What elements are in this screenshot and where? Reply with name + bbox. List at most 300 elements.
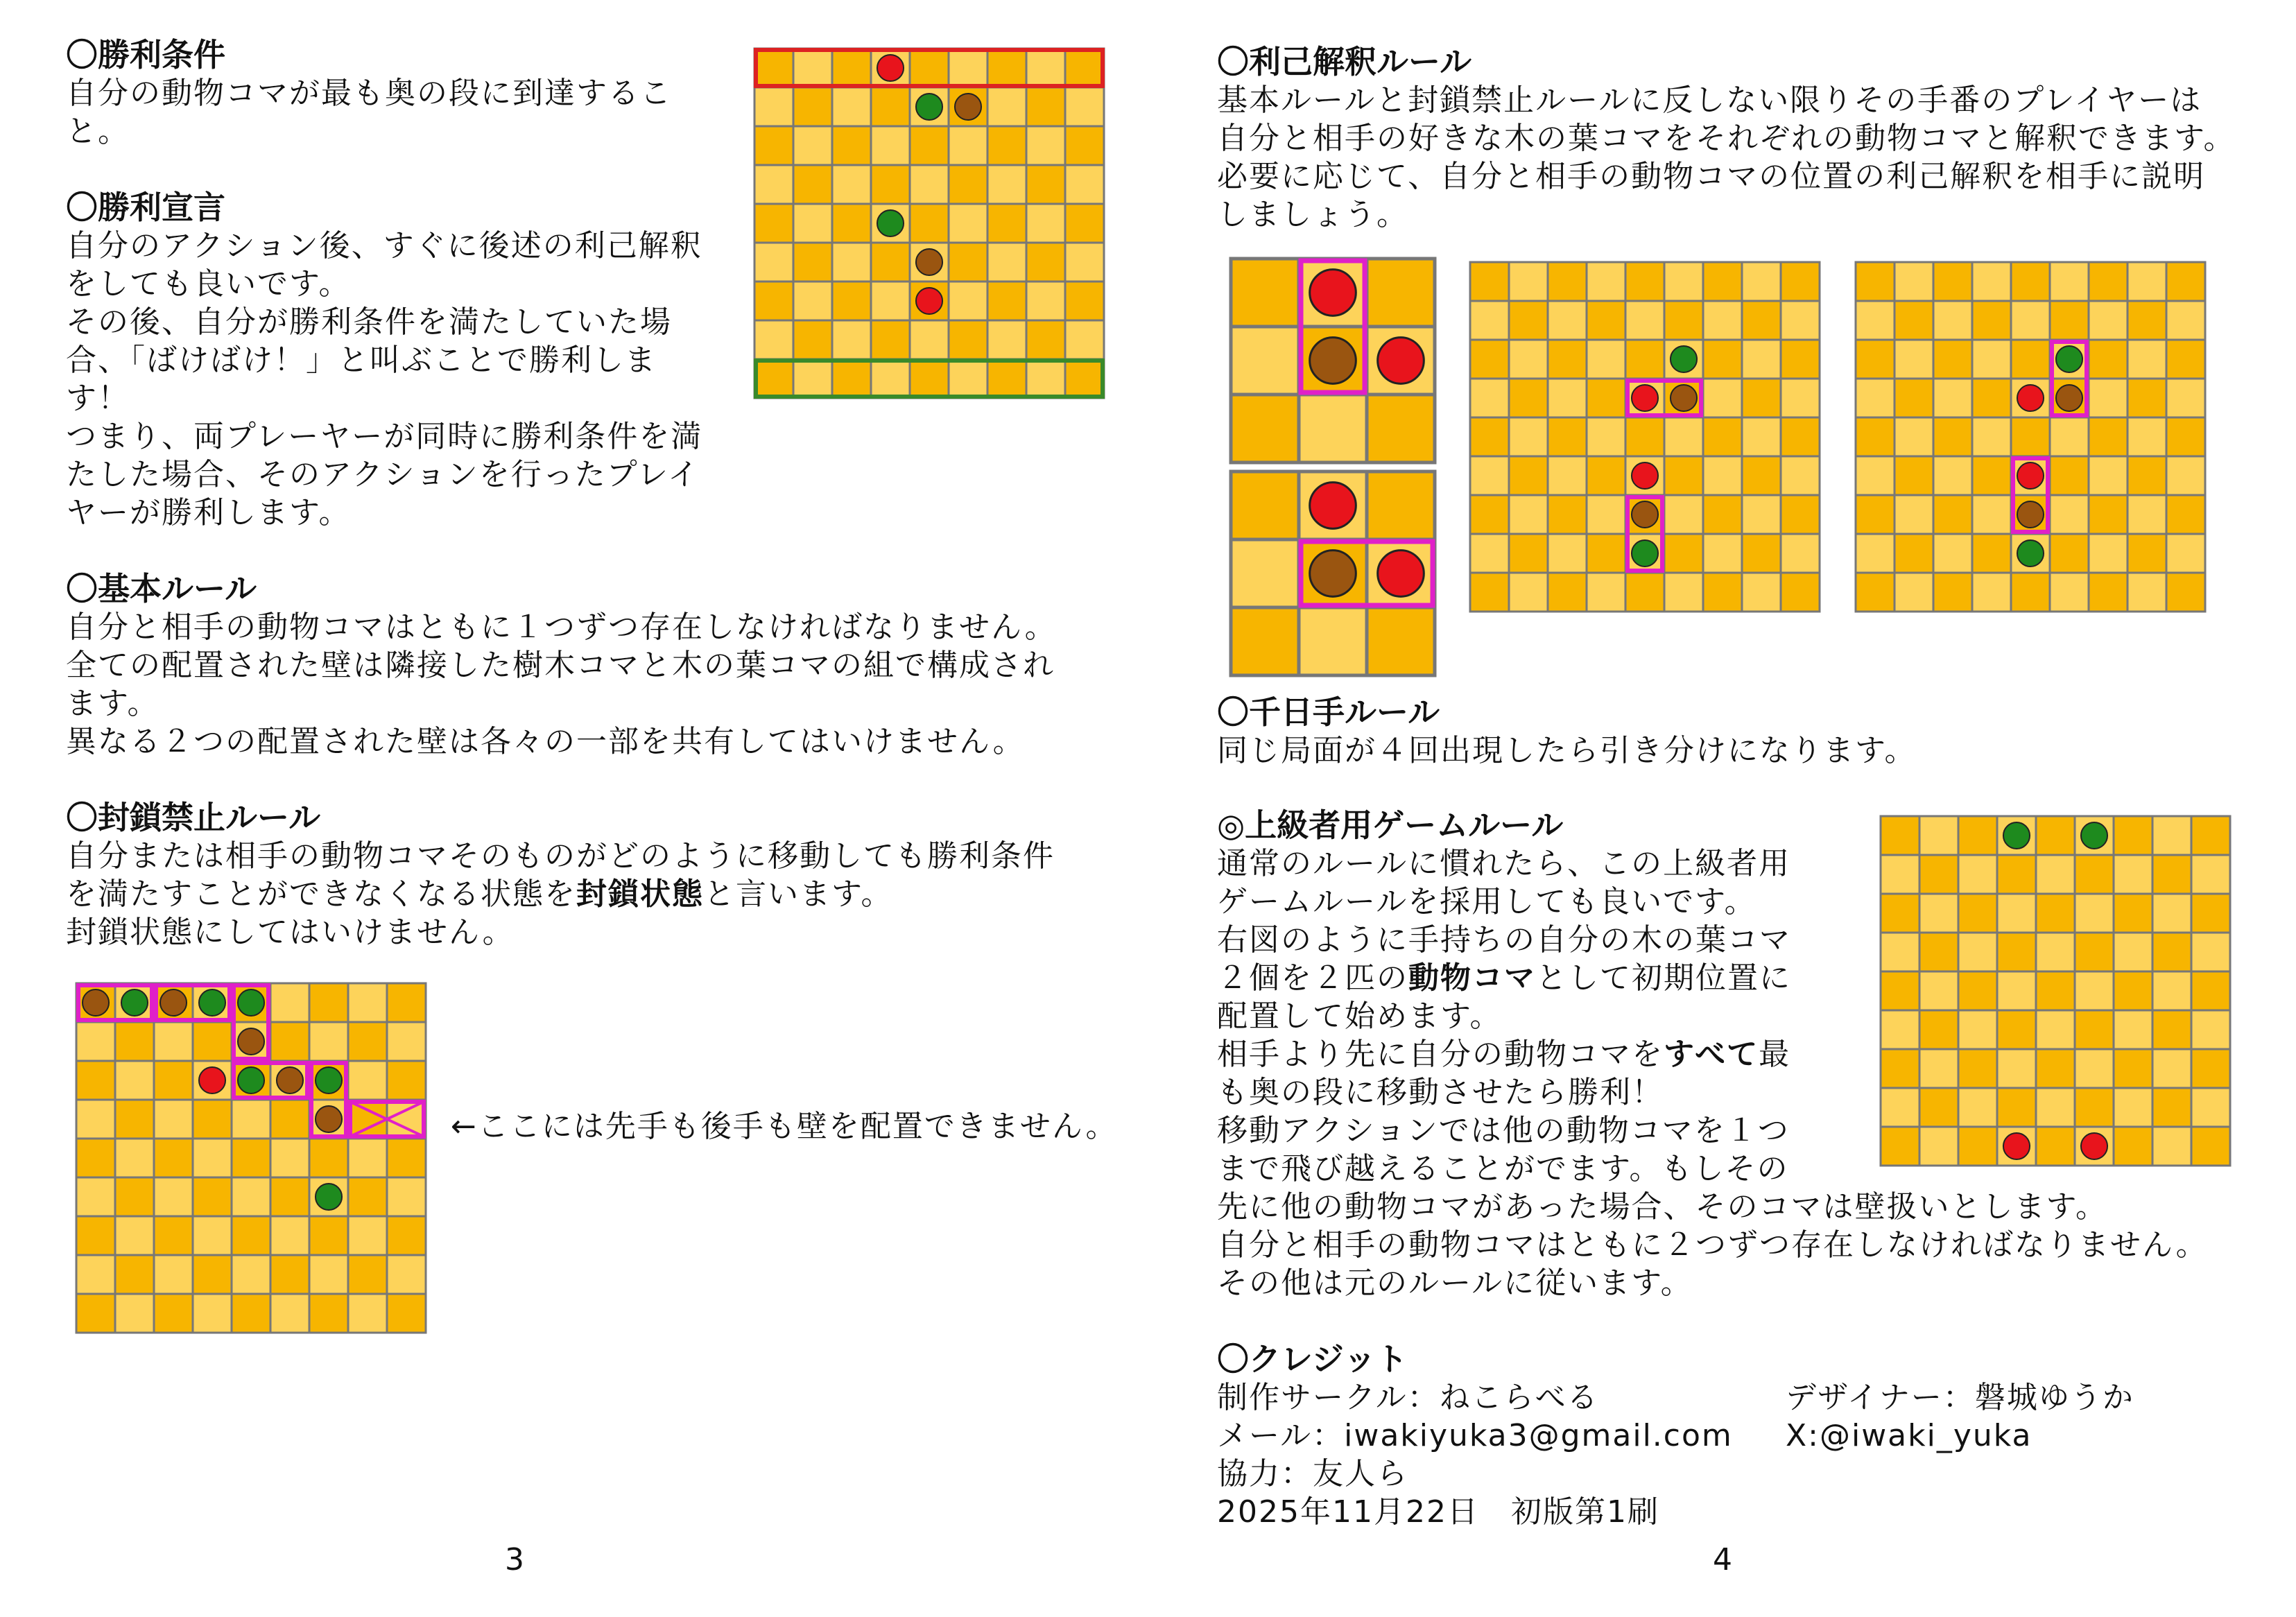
board-cell [987,320,1026,359]
board-cell [76,1177,115,1216]
board-cell [832,165,871,204]
board-cell [1625,262,1664,301]
board-cell [1470,340,1509,379]
board-cell [754,87,793,126]
board-cell [348,1061,387,1100]
victory-heading: 〇勝利条件 [66,36,225,74]
board-cell [348,1100,387,1139]
advanced-line-2: ゲームルールを採用しても良いです。 [1217,884,1756,919]
board-cell [387,1216,426,1255]
board-cell [754,243,793,282]
board-cell [1881,1088,1919,1127]
blockade-board [76,983,426,1333]
board-cell [1881,816,1919,855]
board-cell [987,165,1026,204]
board-cell [1703,301,1742,340]
board-cell [1881,1127,1919,1166]
board-cell [1742,262,1781,301]
board-cell [1470,456,1509,495]
board-cell [1881,1010,1919,1049]
board-cell [2127,534,2166,573]
board-cell [1919,894,1958,933]
selfish-heading: 〇利己解釈ルール [1217,43,1472,80]
board-cell [2089,262,2127,301]
board-cell [2114,1127,2152,1166]
board-cell [1065,165,1104,204]
board-cell [754,204,793,243]
green-piece [316,1184,342,1210]
advanced-line-3: 右図のように手持ちの自分の木の葉コマ [1217,922,1791,958]
board-cell [1958,1010,1997,1049]
board-cell [949,282,987,320]
declaration-line-3: その後、自分が勝利条件を満たしていた場 [66,304,672,340]
board-cell [2191,1127,2230,1166]
board-cell [1742,301,1781,340]
victory-section [66,36,672,150]
board-cell [1742,456,1781,495]
board-cell [949,165,987,204]
red-piece [1632,462,1658,489]
board-cell [1781,417,1820,456]
advanced-line-9: まで飛び越えることがでます。もしその [1217,1151,1789,1186]
board-cell [1742,379,1781,417]
selfish-board-2 [1856,262,2205,612]
board-cell [949,204,987,243]
board-cell [193,1139,232,1177]
board-cell [910,126,949,165]
board-cell [1625,301,1664,340]
board-cell [2191,1049,2230,1088]
board-cell [1972,379,2011,417]
board-cell [387,1061,426,1100]
board-cell [1997,1010,2036,1049]
board-cell [232,1294,270,1333]
board-cell [1997,855,2036,894]
board-cell [1587,495,1625,534]
board-cell [1065,359,1104,398]
board-cell [1933,301,1972,340]
board-cell [270,1022,309,1061]
green-piece [916,94,942,120]
board-cell [2166,379,2205,417]
all-term: すべて [1664,1037,1759,1072]
board-cell [2152,1088,2191,1127]
board-cell [754,49,793,87]
brown-piece [1310,338,1356,384]
board-cell [2011,417,2050,456]
board-cell [1509,456,1548,495]
board-cell [793,282,832,320]
board-cell [193,1294,232,1333]
board-cell [2191,855,2230,894]
board-cell [1958,971,1997,1010]
board-cell [1997,971,2036,1010]
board-cell [309,1139,348,1177]
basic-rules-heading: 〇基本ルール [66,570,257,607]
board-cell [1856,340,1894,379]
board-cell [2089,301,2127,340]
board-cell [1509,301,1548,340]
board-cell [232,1177,270,1216]
green-piece [1632,540,1658,567]
board-cell [270,1216,309,1255]
board-cell [1026,243,1065,282]
advanced-line-5: 配置して始めます。 [1217,998,1502,1034]
credits-x-account: X:@iwaki_yuka [1786,1418,2032,1453]
board-cell [2127,573,2166,612]
board-cell [1470,534,1509,573]
board-cell [2152,1127,2191,1166]
board-cell [309,1022,348,1061]
board-cell [193,1100,232,1139]
board-cell [2152,971,2191,1010]
board-cell [154,1216,193,1255]
board-cell [1509,262,1548,301]
board-cell [2152,933,2191,971]
board-cell [1703,495,1742,534]
board-cell [1972,495,2011,534]
board-cell [1856,573,1894,612]
red-piece [1310,270,1356,316]
board-cell [793,165,832,204]
board-cell [76,1139,115,1177]
board-cell [115,1061,154,1100]
board-cell [987,282,1026,320]
board-cell [1548,573,1587,612]
board-cell [387,1177,426,1216]
board-cell [2191,933,2230,971]
sennichite-heading: 〇千日手ルール [1217,693,1440,731]
board-cell [1703,262,1742,301]
board-cell [387,1022,426,1061]
red-piece [1632,385,1658,411]
advanced-line-6: 相手より先に自分の動物コマをすべて最 [1217,1037,1791,1072]
green-piece [2056,346,2082,372]
board-cell [2011,262,2050,301]
board-cell [2050,301,2089,340]
board-cell [1587,534,1625,573]
board-cell [793,126,832,165]
board-cell [1742,417,1781,456]
basic-rules-line-3: ます。 [66,686,159,721]
board-cell [2166,534,2205,573]
board-cell [1548,417,1587,456]
board-cell [309,983,348,1022]
board-cell [949,49,987,87]
board-cell [2166,301,2205,340]
blockade-section [66,799,1055,951]
board-cell [1470,417,1509,456]
board-cell [1997,933,2036,971]
board-cell [1958,1049,1997,1088]
board-cell [2166,456,2205,495]
board-cell [1933,495,1972,534]
board-cell [1856,262,1894,301]
brown-piece [83,989,109,1016]
green-piece [199,989,225,1016]
board-cells [1881,816,2230,1166]
board-cell [2166,495,2205,534]
board-cell [793,243,832,282]
board-cell [1231,395,1299,462]
board-cell [1587,456,1625,495]
blockade-line-1: 自分または相手の動物コマそのものがどのように移動しても勝利条件 [66,838,1055,874]
board-cell [1231,327,1299,395]
basic-rules-section [66,570,1057,761]
board-cell [309,1255,348,1294]
credits-date: 2025年11月22日 初版第1刷 [1217,1494,1659,1530]
brown-piece [1632,501,1658,528]
board-cell [2075,1049,2114,1088]
selfish-line-2: 自分と相手の好きな木の葉コマをそれぞれの動物コマと解釈できます。 [1217,121,2236,156]
board-cell [1703,573,1742,612]
board-cell [348,1177,387,1216]
board-cell [1894,262,1933,301]
board-cell [2089,495,2127,534]
board-cell [1703,340,1742,379]
board-cell [1367,472,1435,539]
brown-piece [238,1028,264,1055]
brown-piece [277,1067,303,1093]
board-cell [2114,1010,2152,1049]
board-cell [2166,340,2205,379]
board-cell [1856,456,1894,495]
green-piece [1671,346,1697,372]
board-cell [1026,282,1065,320]
board-cell [1958,855,1997,894]
board-cell [1026,165,1065,204]
advanced-line-1: 通常のルールに慣れたら、この上級者用 [1217,846,1791,881]
board-cell [1231,607,1299,675]
board-cell [793,320,832,359]
board-cell [2089,379,2127,417]
board-cell [2036,971,2075,1010]
selfish-section [1217,43,2235,234]
board-cell [1972,534,2011,573]
board-cell [76,1100,115,1139]
board-cell [1026,126,1065,165]
board-cell [1997,1088,2036,1127]
credits-mail: メール：iwakiyuka3@gmail.com [1217,1418,1733,1453]
advanced-line-8: 移動アクションでは他の動物コマを１つ [1217,1113,1790,1148]
board-cell [832,204,871,243]
board-cell [115,1255,154,1294]
board-cell [1065,126,1104,165]
board-cell [1548,262,1587,301]
board-cell [2127,340,2166,379]
board-cell [193,1255,232,1294]
red-piece [2017,385,2044,411]
green-piece [2003,822,2030,849]
board-cell [2114,933,2152,971]
board-cell [2036,933,2075,971]
board-cell [1881,933,1919,971]
board-cell [1781,534,1820,573]
brown-piece [160,989,187,1016]
board-cell [1587,573,1625,612]
blockade-arrow-note: ←ここには先手も後手も壁を配置できません。 [451,1109,1118,1144]
board-cell [154,1139,193,1177]
board-cell [2127,379,2166,417]
board-cell [154,1294,193,1333]
victory-board [754,49,1104,398]
blockade-line-3: 封鎖状態にしてはいけません。 [66,915,515,950]
board-cell [1587,340,1625,379]
selfish-line-1: 基本ルールと封鎖禁止ルールに反しない限りその手番のプレイヤーは [1217,83,2202,118]
board-cell [2114,1049,2152,1088]
board-cell [2089,573,2127,612]
board-cell [987,204,1026,243]
board-cell [2075,1010,2114,1049]
green-piece [316,1067,342,1093]
board-cell [232,1100,270,1139]
board-cell [1972,573,2011,612]
red-piece [1378,551,1424,597]
board-cell [1933,573,1972,612]
board-cell [76,1255,115,1294]
board-cell [1919,816,1958,855]
sennichite-section [1217,693,1916,770]
board-cell [270,1177,309,1216]
board-cell [1548,495,1587,534]
board-cell [270,1139,309,1177]
board-cell [2089,534,2127,573]
board-cell [1026,204,1065,243]
board-cell [910,49,949,87]
board-cell [2036,1010,2075,1049]
board-cell [1625,417,1664,456]
page-number-3: 3 [505,1542,524,1577]
board-cell [154,1061,193,1100]
red-piece [1378,338,1424,384]
board-cell [1509,417,1548,456]
red-piece [916,288,942,314]
board-cell [154,1255,193,1294]
board-cell [1933,262,1972,301]
board-cell [871,243,910,282]
board-cell [987,243,1026,282]
board-cell [1026,320,1065,359]
board-cell [193,1177,232,1216]
advanced-line-4: ２個を２匹の動物コマとして初期位置に [1217,960,1791,996]
board-cell [1703,534,1742,573]
board-cell [2191,1010,2230,1049]
brown-piece [2017,501,2044,528]
board-cell [348,1255,387,1294]
board-cell [270,1294,309,1333]
board-cell [1664,417,1703,456]
board-cell [1548,340,1587,379]
board-cell [1972,340,2011,379]
advanced-line-10: 先に他の動物コマがあった場合、そのコマは壁扱いとします。 [1217,1189,2108,1225]
blockade-line-2: を満たすことができなくなる状態を封鎖状態と言います。 [66,876,893,912]
board-cell [1894,495,1933,534]
green-piece [2017,540,2044,567]
declaration-section [66,189,702,532]
board-cell [2127,417,2166,456]
board-cell [1065,204,1104,243]
credits-circle: 制作サークル：ねこらべる [1217,1380,1599,1415]
board-cell [309,1294,348,1333]
board-cell [2036,855,2075,894]
board-cell [348,1216,387,1255]
board-cell [2089,456,2127,495]
board-cell [1065,282,1104,320]
advanced-line-11: 自分と相手の動物コマはともに２つずつ存在しなければなりません。 [1217,1227,2208,1263]
victory-line-1: 自分の動物コマが最も奥の段に到達するこ [66,76,672,111]
board-cell [309,1216,348,1255]
brown-piece [316,1106,342,1132]
victory-line-2: と。 [66,114,130,149]
board-cell [1894,417,1933,456]
board-cell [2075,855,2114,894]
board-cell [1742,573,1781,612]
board-cell [2166,573,2205,612]
blockade-term: 封鎖状態 [576,876,704,912]
board-cell [1367,607,1435,675]
board-cell [1548,456,1587,495]
board-cell [832,320,871,359]
board-cell [154,1022,193,1061]
green-piece [238,989,264,1016]
declaration-line-4: 合、「ばけばけ！」と叫ぶことで勝利しま [66,343,657,378]
board-cell [2050,456,2089,495]
board-cell [1933,417,1972,456]
board-cell [1856,495,1894,534]
credits-heading: 〇クレジット [1217,1340,1408,1378]
board-cell [1231,539,1299,607]
board-cell [1470,379,1509,417]
board-cell [115,1022,154,1061]
board-cell [387,1100,426,1139]
board-cell [832,243,871,282]
board-cell [1919,855,1958,894]
green-piece [121,989,148,1016]
board-cell [1664,534,1703,573]
board-cell [987,87,1026,126]
board-cell [2127,456,2166,495]
board-cell [1548,301,1587,340]
board-cell [910,165,949,204]
board-cell [1919,1010,1958,1049]
board-cell [1367,259,1435,327]
board-cell [2114,971,2152,1010]
board-cell [1894,301,1933,340]
board-cell [2050,534,2089,573]
board-cell [270,983,309,1022]
board-cell [1065,243,1104,282]
board-cell [1856,301,1894,340]
board-cell [1933,456,1972,495]
board-cell [2050,417,2089,456]
board-cell [1919,1127,1958,1166]
board-cell [270,1255,309,1294]
board-cell [2152,816,2191,855]
board-cell [1972,301,2011,340]
board-cell [832,282,871,320]
board-cell [387,1294,426,1333]
declaration-line-7: たした場合、そのアクションを行ったプレイ [66,457,700,492]
board-cell [2152,1010,2191,1049]
board-cell [2036,1049,2075,1088]
board-cell [2152,894,2191,933]
board-cell [2114,894,2152,933]
board-cell [387,1139,426,1177]
brown-piece [1310,551,1356,597]
board-cell [1881,971,1919,1010]
board-cell [2166,262,2205,301]
brown-piece [916,249,942,275]
